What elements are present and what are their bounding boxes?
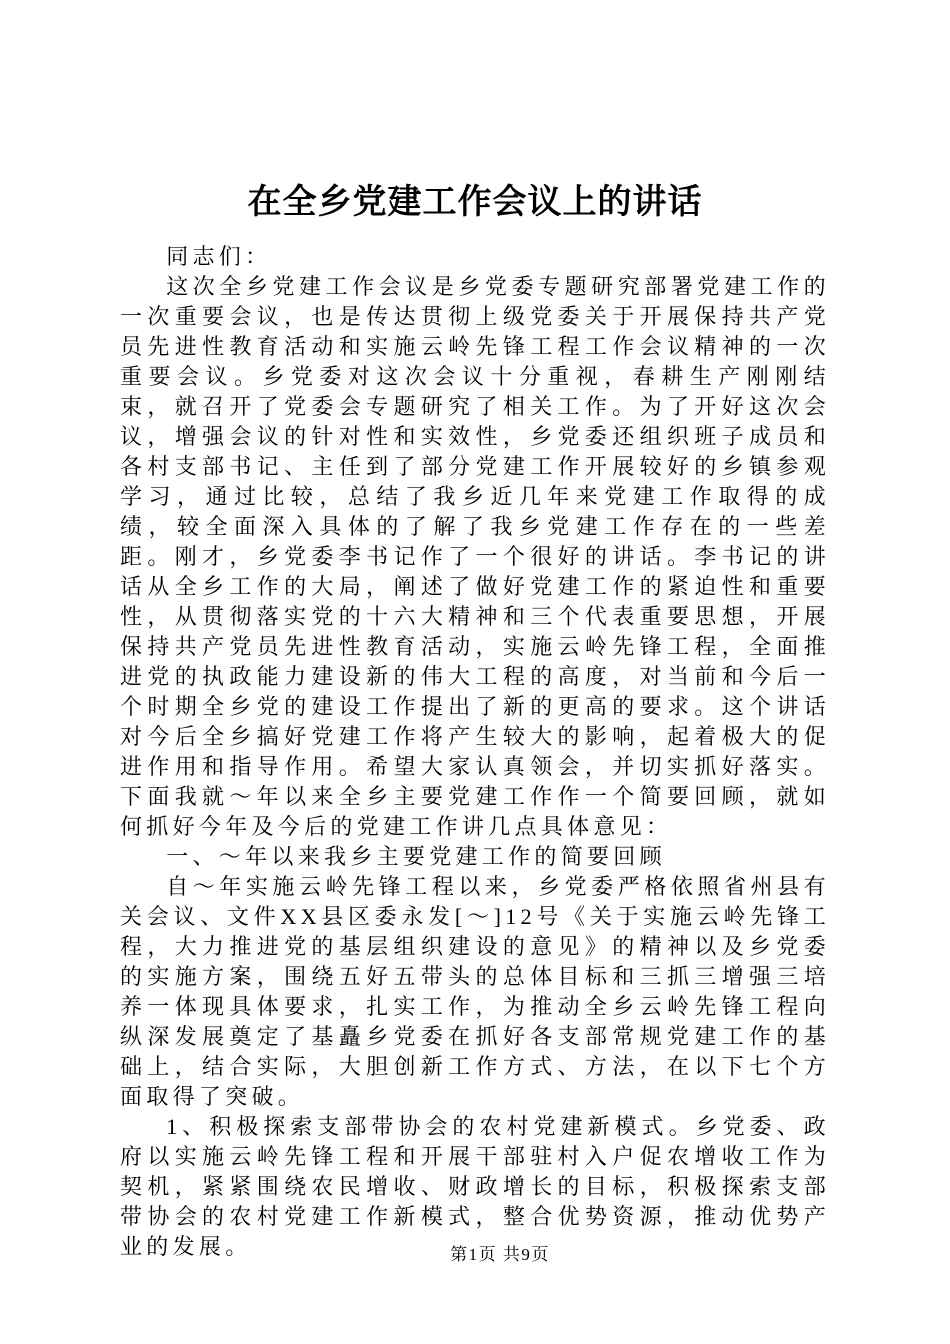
page-footer <box>0 1240 950 1265</box>
document-title: 在全乡党建工作会议上的讲话 <box>247 184 703 221</box>
paragraph-section-heading: 一、～年以来我乡主要党建工作的简要回顾 <box>166 844 666 869</box>
document-body <box>120 242 830 1262</box>
paragraph-review: 自～年实施云岭先锋工程以来，乡党委严格依照省州县有关会议、文件XX县区委永发[～]12号《关于实施云岭先锋工程，大力推进党的基层组织建设的意见》的精神以及乡党委的实施方案，围绕五好五带头的总体目标和三抓三增强三培养一体现具体要求，扎实工作，为推动全乡云岭先锋工程向纵深发展奠定了基矗乡党委在抓好各支部常规党建工作的基础上，结合实际，大胆创新工作方式、方法，在以下七个方面取得了突破。 <box>120 874 830 1109</box>
document-content <box>120 180 830 1262</box>
page-number-label: 第1页 共9页 <box>450 1245 550 1264</box>
paragraph-point-one: 1、积极探索支部带协会的农村党建新模式。乡党委、政府以实施云岭先锋工程和开展干部驻村入户促农增收工作为契机，紧紧围绕农民增收、财政增长的目标，积极探索支部带协会的农村党建工作新模式，整合优势资源，推动优势产业的发展。 <box>120 1114 830 1259</box>
paragraph-introduction: 这次全乡党建工作会议是乡党委专题研究部署党建工作的一次重要会议，也是传达贯彻上级党委关于开展保持共产党员先进性教育活动和实施云岭先锋工程工作会议精神的一次重要会议。乡党委对这次会议十分重视，春耕生产刚刚结束，就召开了党委会专题研究了相关工作。为了开好这次会议，增强会议的针对性和实效性，乡党委还组织班子成员和各村支部书记、主任到了部分党建工作开展较好的乡镇参观学习，通过比较，总结了我乡近几年来党建工作取得的成绩，较全面深入具体的了解了我乡党建工作存在的一些差距。刚才，乡党委李书记作了一个很好的讲话。李书记的讲话从全乡工作的大局，阐述了做好党建工作的紧迫性和重要性，从贯彻落实党的十六大精神和三个代表重要思想，开展保持共产党员先进性教育活动，实施云岭先锋工程，全面推进党的执政能力建设新的伟大工程的高度，对当前和今后一个时期全乡党的建设工作提出了新的更高的要求。这个讲话对今后全乡搞好党建工作将产生较大的影响，起着极大的促进作用和指导作用。希望大家认真领会，并切实抓好落实。下面我就～年以来全乡主要党建工作作一个简要回顾，就如何抓好今年及今后的党建工作讲几点具体意见： <box>120 274 830 839</box>
paragraph-salutation: 同志们： <box>166 244 272 269</box>
